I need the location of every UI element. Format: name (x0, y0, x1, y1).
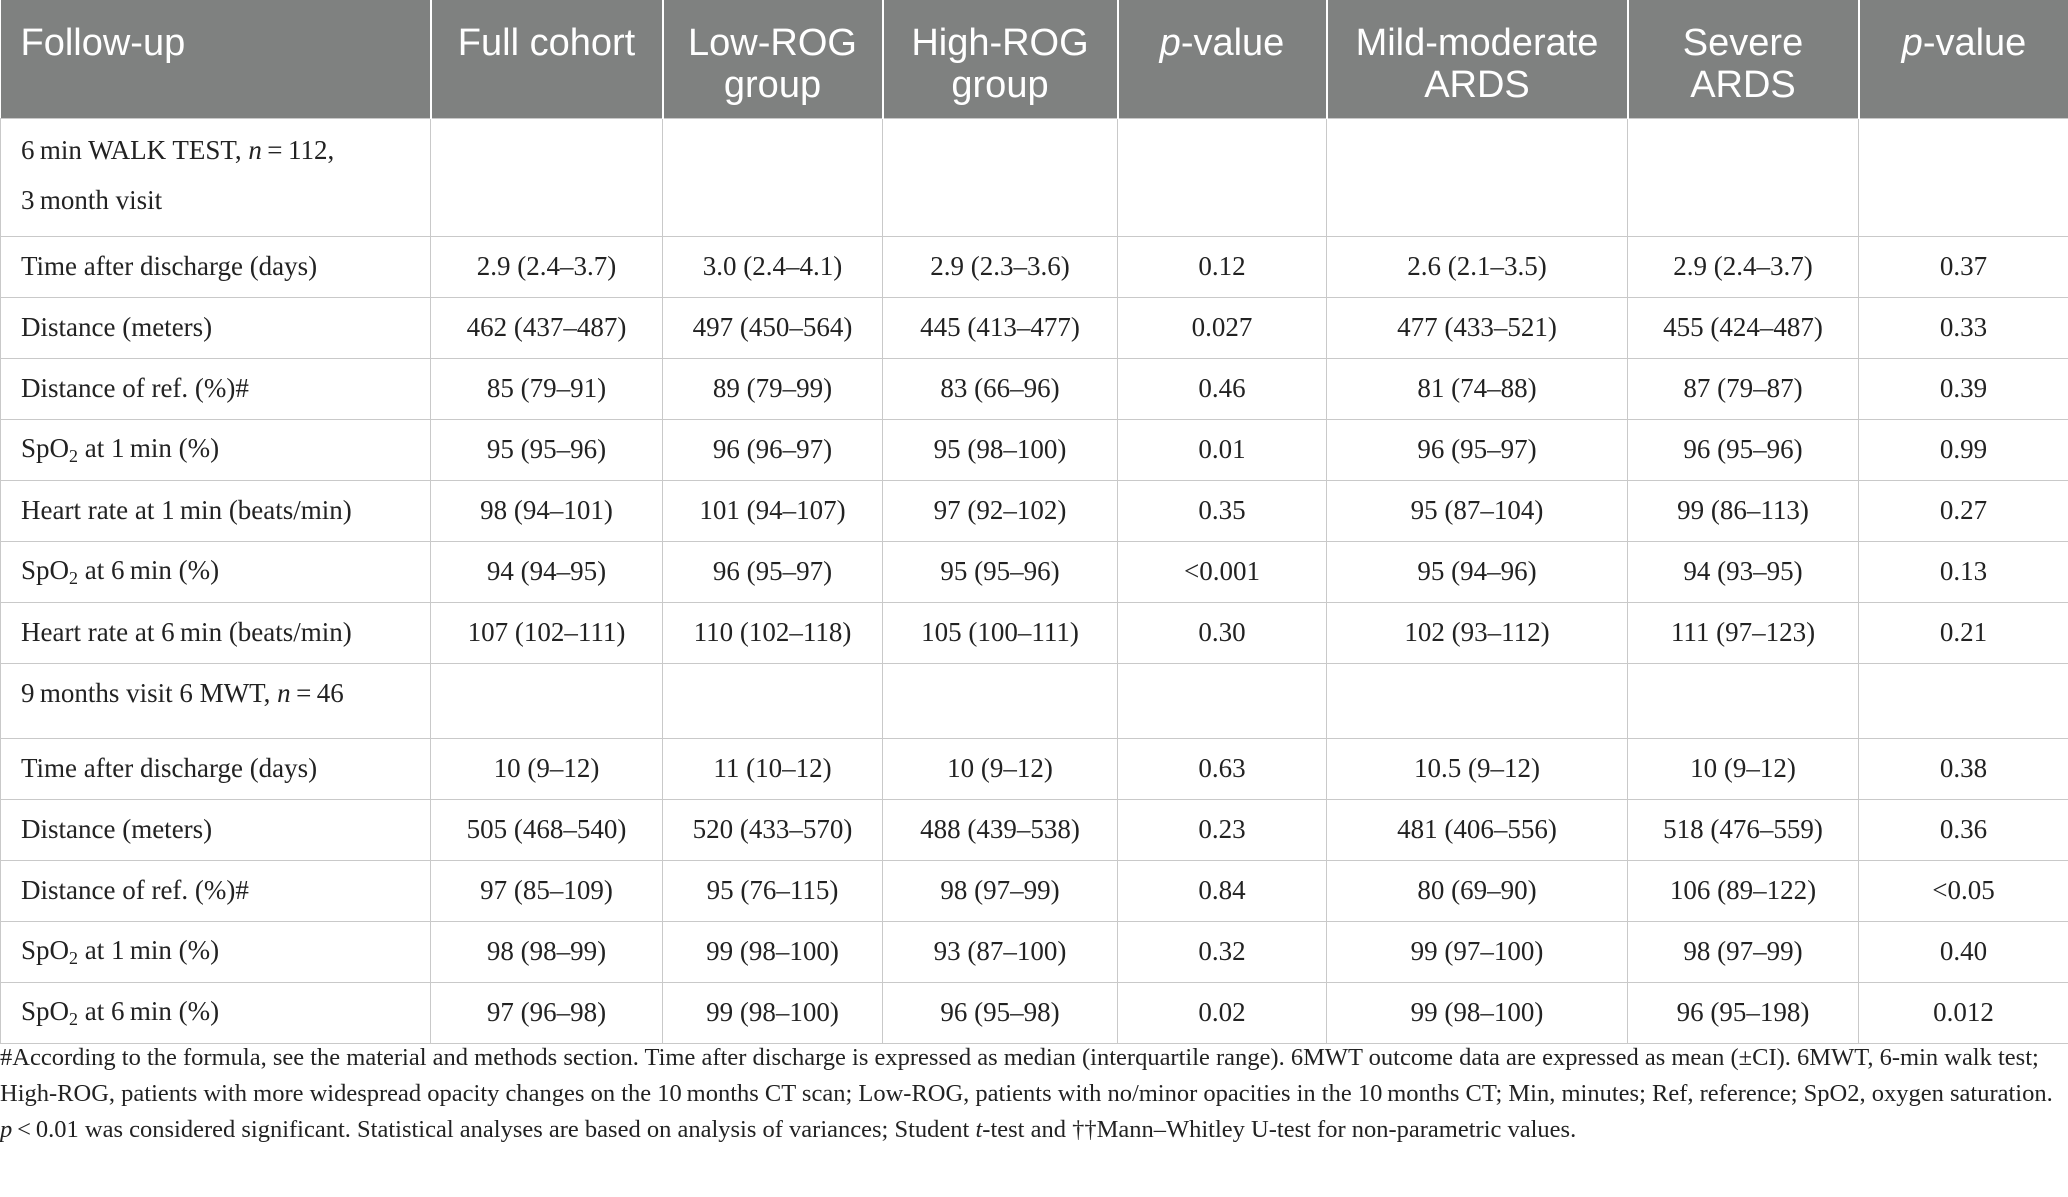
cell-p-value-ards: 0.40 (1859, 921, 2068, 982)
row-label-text: SpO (21, 432, 70, 463)
cell-low-rog: 101 (94–107) (663, 480, 883, 541)
row-label-text: at 1 min (%) (78, 432, 220, 463)
cell-high-rog: 97 (92–102) (883, 480, 1118, 541)
empty-cell (1628, 118, 1859, 236)
header-p-italic: p (1901, 22, 1923, 64)
cell-full-cohort: 95 (95–96) (431, 419, 663, 480)
section-text: 3 month visit (21, 184, 163, 215)
table-row (1, 419, 2068, 480)
cell-severe-ards: 2.9 (2.4–3.7) (1628, 236, 1859, 297)
cell-severe-ards: 99 (86–113) (1628, 480, 1859, 541)
cell-severe-ards: 98 (97–99) (1628, 921, 1859, 982)
table-row (1, 236, 2068, 297)
cell-low-rog: 99 (98–100) (663, 982, 883, 1043)
cell-severe-ards: 94 (93–95) (1628, 541, 1859, 602)
row-label: Heart rate at 6 min (beats/min) (1, 602, 431, 663)
section-n-italic: n (248, 134, 262, 165)
cell-low-rog: 110 (102–118) (663, 602, 883, 663)
table-row (1, 480, 2068, 541)
cell-high-rog: 95 (95–96) (883, 541, 1118, 602)
table-row (1, 738, 2068, 799)
cell-p-value-ards: 0.37 (1859, 236, 2068, 297)
row-label-text: at 6 min (%) (78, 995, 220, 1026)
section-label-9-month (1, 663, 431, 738)
row-label-text: at 6 min (%) (78, 554, 220, 585)
header-low-rog: Low-ROG group (663, 0, 883, 118)
row-label: Heart rate at 1 min (beats/min) (1, 480, 431, 541)
table-header (1, 0, 2068, 118)
cell-mild-moderate-ards: 96 (95–97) (1327, 419, 1628, 480)
cell-severe-ards: 518 (476–559) (1628, 799, 1859, 860)
row-label: Time after discharge (days) (1, 236, 431, 297)
cell-p-value-ards: 0.012 (1859, 982, 2068, 1043)
cell-p-value-rog: <0.001 (1118, 541, 1327, 602)
cell-high-rog: 488 (439–538) (883, 799, 1118, 860)
cell-low-rog: 497 (450–564) (663, 297, 883, 358)
section-label-3-month (1, 118, 431, 236)
section-row-3-month (1, 118, 2068, 236)
row-label-subscript: 2 (69, 445, 79, 466)
footnote-italic: p (0, 1116, 13, 1143)
header-follow-up: Follow-up (20, 22, 186, 64)
cell-full-cohort: 97 (96–98) (431, 982, 663, 1043)
row-label: Distance of ref. (%)# (1, 358, 431, 419)
cell-mild-moderate-ards: 95 (87–104) (1327, 480, 1628, 541)
cell-p-value-ards: 0.38 (1859, 738, 2068, 799)
table-row (1, 541, 2068, 602)
empty-cell (431, 118, 663, 236)
cell-high-rog: 96 (95–98) (883, 982, 1118, 1043)
header-mild-moderate-ards: Mild-moderate ARDS (1327, 0, 1628, 118)
cell-full-cohort: 98 (94–101) (431, 480, 663, 541)
row-label (1, 419, 431, 480)
cell-p-value-rog: 0.12 (1118, 236, 1327, 297)
row-label (1, 921, 431, 982)
cell-p-value-rog: 0.23 (1118, 799, 1327, 860)
cell-low-rog: 3.0 (2.4–4.1) (663, 236, 883, 297)
cell-high-rog: 93 (87–100) (883, 921, 1118, 982)
cell-severe-ards: 87 (79–87) (1628, 358, 1859, 419)
section-text: = 112, (261, 134, 335, 165)
cell-high-rog: 95 (98–100) (883, 419, 1118, 480)
cell-p-value-rog: 0.30 (1118, 602, 1327, 663)
cell-severe-ards: 96 (95–198) (1628, 982, 1859, 1043)
empty-cell (663, 118, 883, 236)
cell-full-cohort: 98 (98–99) (431, 921, 663, 982)
section-text: 9 months visit 6 MWT, (21, 677, 278, 708)
cell-high-rog: 10 (9–12) (883, 738, 1118, 799)
cell-p-value-ards: 0.27 (1859, 480, 2068, 541)
header-p-suffix: -value (1922, 22, 2027, 64)
cell-mild-moderate-ards: 2.6 (2.1–3.5) (1327, 236, 1628, 297)
section-n-italic: n (277, 677, 291, 708)
header-severe-ards: Severe ARDS (1628, 0, 1859, 118)
row-label-text: SpO (21, 995, 70, 1026)
cell-mild-moderate-ards: 99 (97–100) (1327, 921, 1628, 982)
cell-p-value-rog: 0.02 (1118, 982, 1327, 1043)
cell-p-value-ards: 0.21 (1859, 602, 2068, 663)
cell-mild-moderate-ards: 81 (74–88) (1327, 358, 1628, 419)
cell-low-rog: 520 (433–570) (663, 799, 883, 860)
header-p-suffix: -value (1180, 22, 1285, 64)
cell-low-rog: 99 (98–100) (663, 921, 883, 982)
table-row (1, 799, 2068, 860)
cell-full-cohort: 505 (468–540) (431, 799, 663, 860)
empty-cell (883, 118, 1118, 236)
cell-p-value-rog: 0.32 (1118, 921, 1327, 982)
header-row (1, 0, 2068, 118)
cell-severe-ards: 455 (424–487) (1628, 297, 1859, 358)
cell-low-rog: 95 (76–115) (663, 860, 883, 921)
cell-mild-moderate-ards: 477 (433–521) (1327, 297, 1628, 358)
cell-p-value-ards: 0.39 (1859, 358, 2068, 419)
cell-severe-ards: 10 (9–12) (1628, 738, 1859, 799)
empty-cell (1118, 118, 1327, 236)
cell-mild-moderate-ards: 102 (93–112) (1327, 602, 1628, 663)
cell-severe-ards: 96 (95–96) (1628, 419, 1859, 480)
cell-high-rog: 445 (413–477) (883, 297, 1118, 358)
row-label-text: SpO (21, 554, 70, 585)
table-row (1, 860, 2068, 921)
row-label: Distance (meters) (1, 799, 431, 860)
row-label (1, 541, 431, 602)
footnote-italic: t (975, 1116, 983, 1143)
header-p-italic: p (1159, 22, 1181, 64)
cell-p-value-rog: 0.84 (1118, 860, 1327, 921)
empty-cell (1118, 663, 1327, 738)
cell-mild-moderate-ards: 10.5 (9–12) (1327, 738, 1628, 799)
cell-p-value-ards: 0.13 (1859, 541, 2068, 602)
table-row (1, 921, 2068, 982)
footnote-text: -test and ††Mann–Whitley U-test for non-parametric values. (982, 1116, 1577, 1143)
table-row (1, 297, 2068, 358)
cell-high-rog: 105 (100–111) (883, 602, 1118, 663)
section-text: = 46 (290, 677, 344, 708)
header-p-value-1 (1118, 0, 1327, 118)
cell-p-value-ards: 0.33 (1859, 297, 2068, 358)
row-label-subscript: 2 (69, 567, 79, 588)
empty-cell (663, 663, 883, 738)
cell-low-rog: 96 (96–97) (663, 419, 883, 480)
empty-cell (1859, 663, 2068, 738)
cell-p-value-ards: 0.99 (1859, 419, 2068, 480)
row-label-text: SpO (21, 934, 70, 965)
cell-p-value-rog: 0.027 (1118, 297, 1327, 358)
header-full-cohort: Full cohort (431, 0, 663, 118)
table-footnote (0, 1040, 2060, 1148)
cell-low-rog: 89 (79–99) (663, 358, 883, 419)
cell-severe-ards: 106 (89–122) (1628, 860, 1859, 921)
empty-cell (431, 663, 663, 738)
footnote-text: < 0.01 was considered significant. Statistical analyses are based on analysis of variances; Student (12, 1116, 976, 1143)
cell-full-cohort: 10 (9–12) (431, 738, 663, 799)
cell-high-rog: 83 (66–96) (883, 358, 1118, 419)
cell-mild-moderate-ards: 95 (94–96) (1327, 541, 1628, 602)
empty-cell (1628, 663, 1859, 738)
header-high-rog: High-ROG group (883, 0, 1118, 118)
row-label-subscript: 2 (69, 947, 79, 968)
cell-p-value-rog: 0.35 (1118, 480, 1327, 541)
empty-cell (1327, 118, 1628, 236)
header-p-value-2 (1859, 0, 2068, 118)
table-body (1, 118, 2068, 1043)
cell-high-rog: 2.9 (2.3–3.6) (883, 236, 1118, 297)
footnote-text: #According to the formula, see the material and methods section. Time after discharge is expressed as median (interquartile range). 6MWT outcome data are expressed as mean (±CI). 6MWT, 6-min walk test; High-ROG, patients with more widespread opacity changes on the 10 months CT scan; Low-ROG, patients with no/minor opacities in the 10 months CT; Min, minutes; Ref, reference; SpO2, oxygen saturation. (0, 1044, 2053, 1107)
cell-mild-moderate-ards: 99 (98–100) (1327, 982, 1628, 1043)
cell-p-value-rog: 0.63 (1118, 738, 1327, 799)
table-row (1, 602, 2068, 663)
table-row (1, 358, 2068, 419)
cell-low-rog: 11 (10–12) (663, 738, 883, 799)
cell-full-cohort: 107 (102–111) (431, 602, 663, 663)
row-label: Distance (meters) (1, 297, 431, 358)
cell-p-value-ards: <0.05 (1859, 860, 2068, 921)
cell-p-value-rog: 0.46 (1118, 358, 1327, 419)
cell-p-value-ards: 0.36 (1859, 799, 2068, 860)
section-row-9-month (1, 663, 2068, 738)
cell-full-cohort: 94 (94–95) (431, 541, 663, 602)
cell-full-cohort: 462 (437–487) (431, 297, 663, 358)
table-row (1, 982, 2068, 1043)
empty-cell (1859, 118, 2068, 236)
cell-mild-moderate-ards: 80 (69–90) (1327, 860, 1628, 921)
row-label: Distance of ref. (%)# (1, 860, 431, 921)
section-text: 6 min WALK TEST, (21, 134, 249, 165)
empty-cell (1327, 663, 1628, 738)
cell-severe-ards: 111 (97–123) (1628, 602, 1859, 663)
empty-cell (883, 663, 1118, 738)
row-label-text: at 1 min (%) (78, 934, 220, 965)
cell-high-rog: 98 (97–99) (883, 860, 1118, 921)
row-label-subscript: 2 (69, 1008, 79, 1029)
cell-full-cohort: 97 (85–109) (431, 860, 663, 921)
row-label: Time after discharge (days) (1, 738, 431, 799)
cell-mild-moderate-ards: 481 (406–556) (1327, 799, 1628, 860)
cell-low-rog: 96 (95–97) (663, 541, 883, 602)
cell-full-cohort: 2.9 (2.4–3.7) (431, 236, 663, 297)
cell-full-cohort: 85 (79–91) (431, 358, 663, 419)
row-label (1, 982, 431, 1043)
cell-p-value-rog: 0.01 (1118, 419, 1327, 480)
